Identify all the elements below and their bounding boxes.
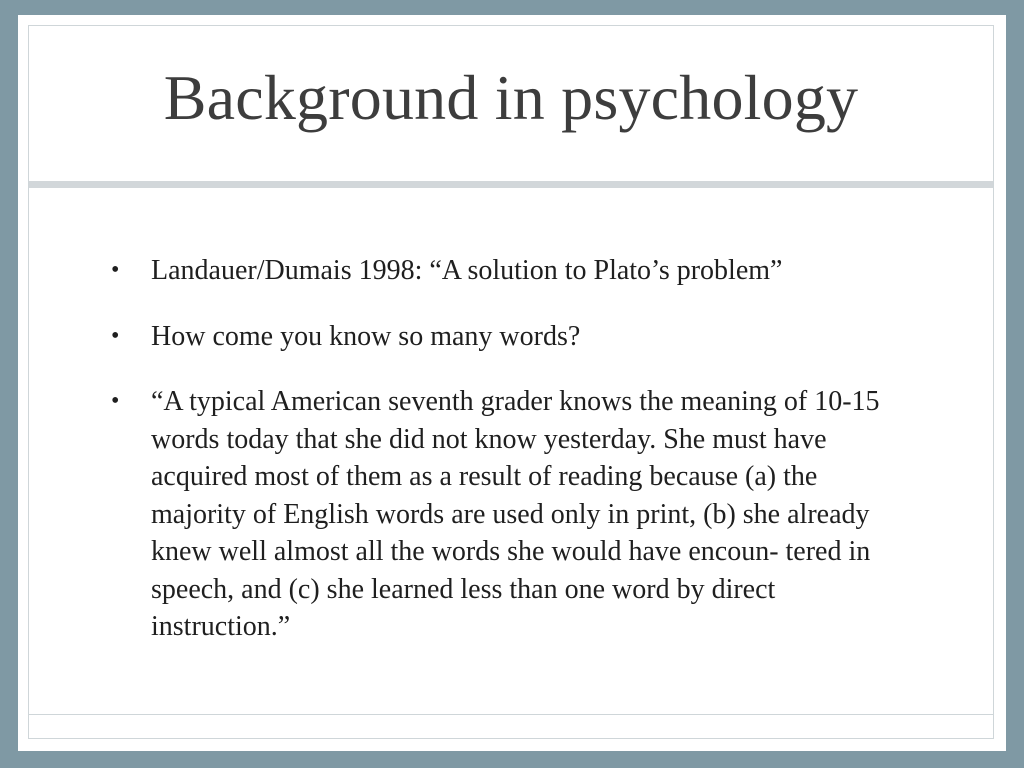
title-divider [29, 181, 993, 188]
title-area [29, 26, 993, 181]
bullet-item [111, 318, 911, 356]
slide-inner-border [28, 25, 994, 739]
footer-divider [29, 714, 993, 715]
bullet-point-icon: • [111, 322, 120, 349]
slide-title: Background in psychology [163, 62, 859, 133]
bullet-item [111, 383, 911, 646]
slide [18, 15, 1006, 751]
bullet-point-icon: • [111, 257, 120, 283]
bullet-text: “A typical American seventh grader knows the meaning of 10-15 words today that she did not know yesterday. She must have acquired most of them as a result of reading because (a) the majority of English words are used only in print, (b) she already knew well almost all the words she would have encoun- tered in speech, and (c) she learned less than one word by direct instruction.” [151, 386, 880, 642]
bullet-item [111, 252, 911, 290]
bullet-point-icon: • [111, 388, 120, 414]
bullet-list [111, 252, 911, 674]
bullet-text: Landauer/Dumais 1998: “A solution to Plato’s problem” [151, 255, 783, 286]
bullet-text: How come you know so many words? [151, 320, 581, 352]
